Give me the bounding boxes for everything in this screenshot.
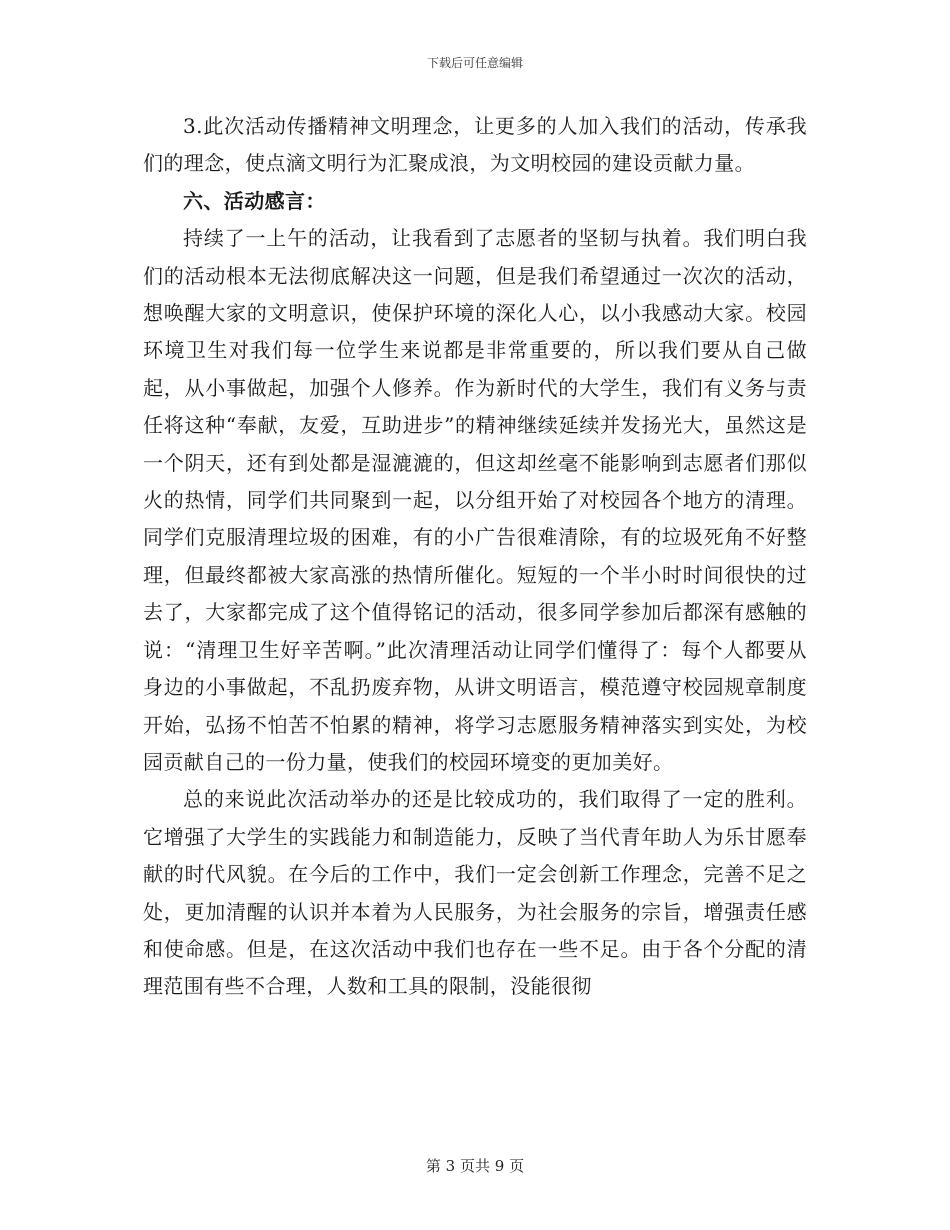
paragraph-summary: 总的来说此次活动举办的还是比较成功的，我们取得了一定的胜利。它增强了大学生的实践能力和制造能力，反映了当代青年助人为乐甘愿奉献的时代风貌。在今后的工作中，我们一定会创新工作理念，完善不足之处，更加清醒的认识并本着为人民服务，为社会服务的宗旨，增强责任感和使命感。但是，在这次活动中我们也存在一些不足。由于各个分配的清理范围有些不合理，人数和工具的限制，没能很彻: [143, 787, 807, 999]
document-body: [143, 108, 807, 1006]
page-header-note: 下载后可任意编辑: [426, 56, 523, 70]
section-heading-activity-reflection: 六、活动感言：: [183, 188, 326, 213]
page-number: 第 3 页共 9 页: [425, 1157, 525, 1175]
paragraph-point-3: 3.此次活动传播精神文明理念，让更多的人加入我们的活动，传承我们的理念，使点滴文明行为汇聚成浪，为文明校园的建设贡献力量。: [143, 114, 807, 176]
paragraph-reflection: 持续了一上午的活动，让我看到了志愿者的坚韧与执着。我们明白我们的活动根本无法彻底解决这一问题，但是我们希望通过一次次的活动，想唤醒大家的文明意识，使保护环境的深化人心，以小我感动大家。校园环境卫生对我们每一位学生来说都是非常重要的，所以我们要从自己做起，从小事做起，加强个人修养。作为新时代的大学生，我们有义务与责任将这种“奉献，友爱，互助进步”的精神继续延续并发扬光大，虽然这是一个阴天，还有到处都是湿漉漉的，但这却丝毫不能影响到志愿者们那似火的热情，同学们共同聚到一起，以分组开始了对校园各个地方的清理。同学们克服清理垃圾的困难，有的小广告很难清除，有的垃圾死角不好整理，但最终都被大家高涨的热情所催化。短短的一个半小时时间很快的过去了，大家都完成了这个值得铭记的活动，很多同学参加后都深有感触的说：“清理卫生好辛苦啊。”此次清理活动让同学们懂得了：每个人都要从身边的小事做起，不乱扔废弃物，从讲文明语言，模范遵守校园规章制度开始，弘扬不怕苦不怕累的精神，将学习志愿服务精神落实到实处，为校园贡献自己的一份力量，使我们的校园环境变的更加美好。: [143, 226, 807, 774]
